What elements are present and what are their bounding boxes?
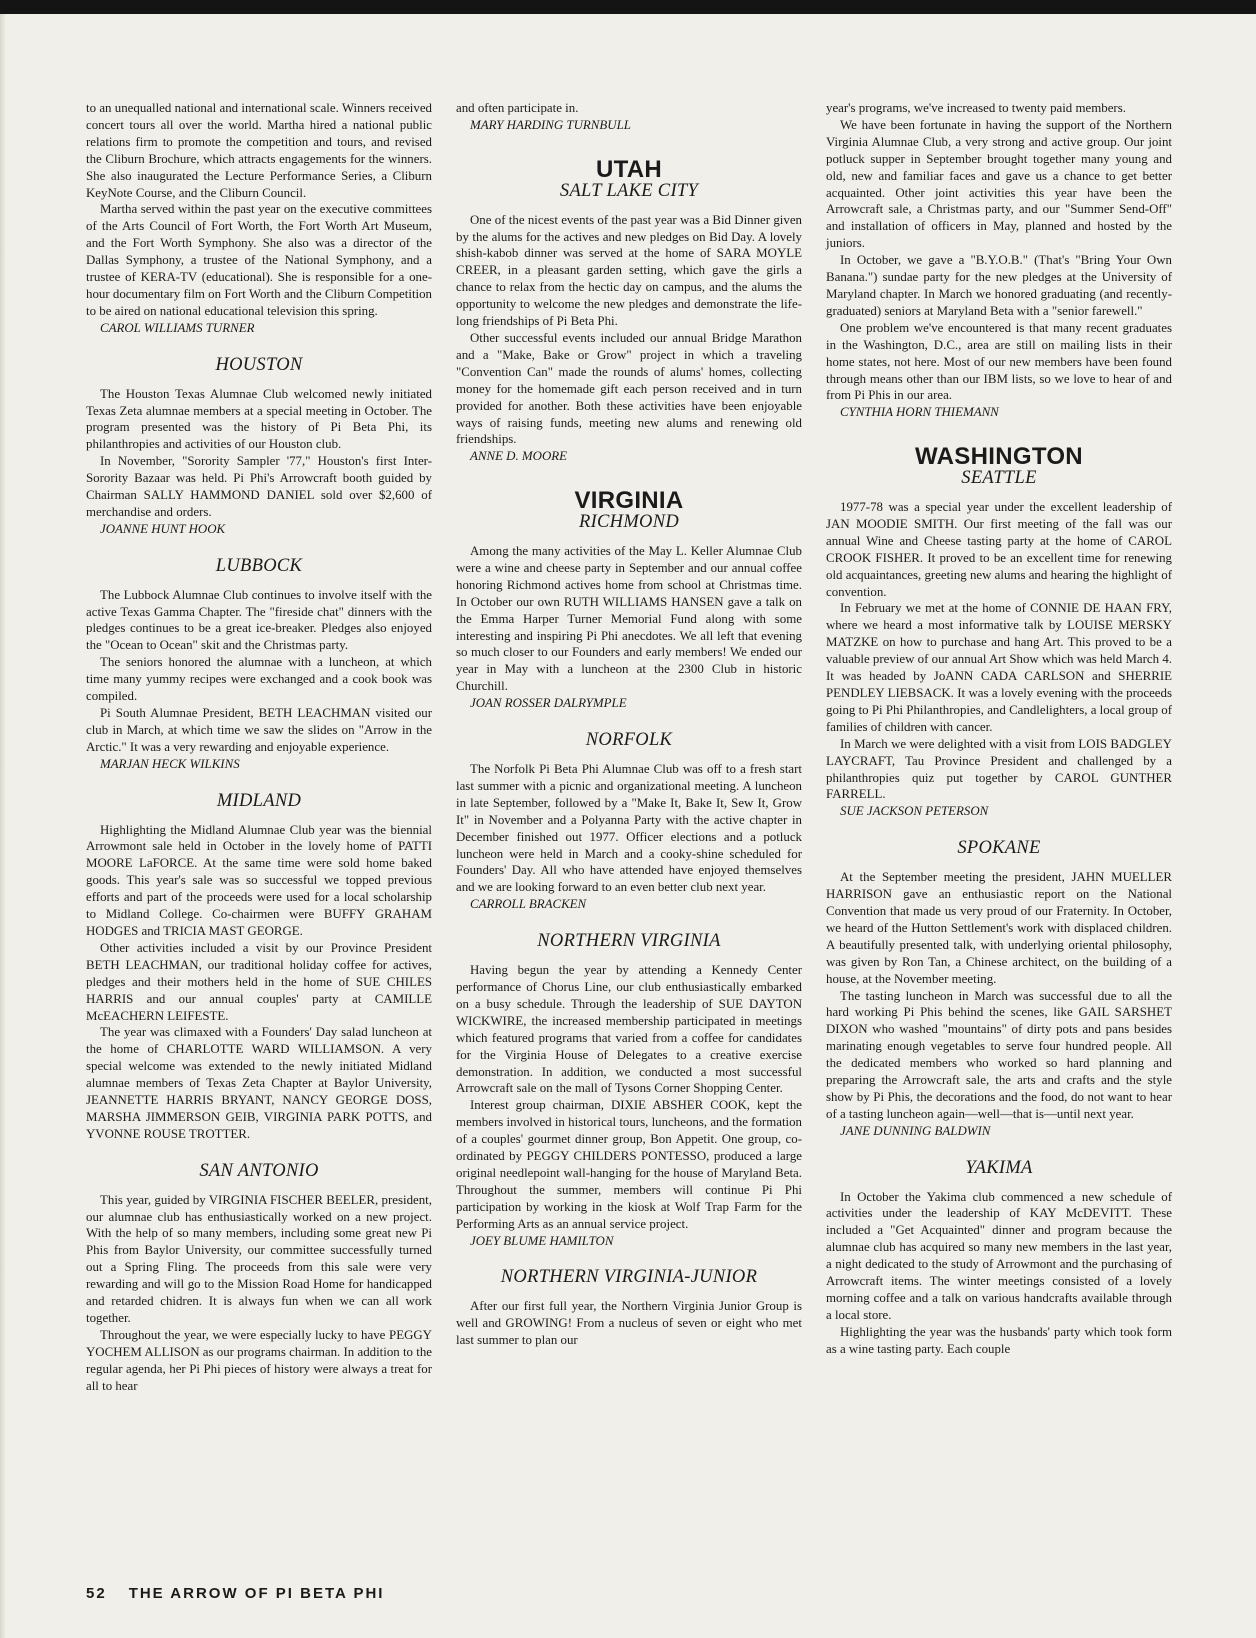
column-middle [456, 100, 802, 1349]
page-number: 52 [86, 1585, 107, 1602]
paragraph: This year, guided by VIRGINIA FISCHER BEELER, president, our alumnae club has enthusiastically worked on a new project. With the help of so many members, including some great new Pi Phis from Baylor University, our committee successfully turned out a Spring Fling. The proceeds from this sale were very rewarding and will go to the Mission Road Home for handicapped and retarded chidren. It is always fun when we can all work together. [86, 1192, 432, 1325]
paragraph: In February we met at the home of CONNIE DE HAAN FRY, where we heard a most informative talk by LOUISE MERSKY MATZKE on how to purchase and hang Art. This proved to be a valuable preview of our annual Art Show which was held March 4. It was headed by JoANN CADA CARLSON and SHERRIE PENDLEY LIEBSACK. It was a lovely evening with the proceeds going to Pi Phi Philanthropies, and Candlelighters, a local group of families of children with cancer. [826, 601, 1172, 734]
author-signature: JOEY BLUME HAMILTON [470, 1233, 614, 1248]
paragraph: The Lubbock Alumnae Club continues to involve itself with the active Texas Gamma Chapter. The "fireside chat" dinners with the pledges continues to be a great ice-breaker. Pledges also enjoyed the "Ocean to Ocean" skit and the Christmas party. [86, 587, 432, 653]
subheading-lubbock: LUBBOCK [215, 555, 303, 576]
paragraph: year's programs, we've increased to twenty paid members. [826, 101, 1126, 115]
column-right [826, 100, 1172, 1358]
subheading-san-antonio: SAN ANTONIO [199, 1160, 319, 1181]
state-heading-washington: WASHINGTON [915, 443, 1083, 471]
page-footer [86, 1585, 384, 1602]
author-signature: JANE DUNNING BALDWIN [840, 1123, 991, 1138]
publication-title: THE ARROW OF PI BETA PHI [128, 1585, 385, 1602]
paragraph: Other activities included a visit by our Province President BETH LEACHMAN, our traditional holiday coffee for actives, pledges and their mothers held in the home of SUE CHILES HARRIS and our annual couples' party at CAMILLE McEACHERN LEIFESTE. [86, 940, 432, 1023]
subheading-northern-virginia-junior: NORTHERN VIRGINIA-JUNIOR [500, 1267, 758, 1288]
paragraph: Highlighting the year was the husbands' party which took form as a wine tasting party. Each couple [826, 1324, 1172, 1356]
subheading-yakima: YAKIMA [965, 1157, 1033, 1178]
paragraph: The seniors honored the alumnae with a luncheon, at which time many yummy recipes were exchanged and a cook book was compiled. [86, 655, 432, 704]
paragraph: We have been fortunate in having the support of the Northern Virginia Alumnae Club, a very strong and active group. Our joint potluck supper in September brought together many young and old, new and familiar faces and gave us a chance to get better acquainted. Other joint activities this year have been the Arrowcraft sale, a Christmas party, and our "Summer Send-Off" and installation of officers in May, planned and hosted by the juniors. [826, 117, 1172, 251]
subheading-spokane: SPOKANE [957, 838, 1041, 859]
paragraph: At the September meeting the president, JAHN MUELLER HARRISON gave an enthusiastic report on the National Convention that made us very proud of our Fraternity. In October, we heard of the Hutton Settlement's work with displaced children. A beautifully presented talk, with underlying oriental philosophy, was given by Ron Tan, a Chinese architect, on the building of a house, at the November meeting. [826, 870, 1172, 986]
author-signature: MARY HARDING TURNBULL [470, 117, 631, 132]
subheading-richmond: RICHMOND [578, 512, 680, 533]
paragraph: The Norfolk Pi Beta Phi Alumnae Club was off to a fresh start last summer with a picnic and organizational meeting. A luncheon in late September, followed by a "Make It, Bake It, Sew It, Grow It" in November and a Polyanna Party with the active chapter in December finished out 1977. Officer elections and a potluck luncheon were held in March and a cooky-shine scheduled for Founders' Day. All who have attended have enjoyed themselves and we are looking forward to an even better club next year. [456, 762, 802, 895]
paragraph: Having begun the year by attending a Kennedy Center performance of Chorus Line, our club enthusiastically embarked on a busy schedule. Through the leadership of SUE DAYTON WICKWIRE, the increased membership participated in meetings which featured programs that varied from a coffee for candidates for the Virginia House of Delegates to a creative exercise demonstration. In addition, we conducted a most successful Arrowcraft sale on the mall of Tysons Corner Shopping Center. [456, 963, 802, 1096]
subheading-seattle: SEATTLE [961, 468, 1037, 489]
author-signature: CYNTHIA HORN THIEMANN [840, 405, 999, 420]
top-edge-bar [0, 0, 1256, 14]
paragraph: Highlighting the Midland Alumnae Club year was the biennial Arrowmont sale held in October in the lovely home of PATTI MOORE LaFORCE. At the same time were sold home baked goods. This year's sale was so successful we topped previous efforts and part of the proceeds were used for a local scholarship to Midland College. Co-chairmen were BUFFY GRAHAM HODGES and TRICIA MAST GEORGE. [86, 822, 432, 938]
subheading-northern-virginia: NORTHERN VIRGINIA [537, 931, 721, 952]
paragraph: In March we were delighted with a visit from LOIS BADGLEY LAYCRAFT, Tau Province President and challenged by a philanthropies quiz put together by CAROL GUNTHER FARRELL. [826, 736, 1172, 802]
paragraph: In November, "Sorority Sampler '77," Houston's first Inter-Sorority Bazaar was held. Pi Phi's Arrowcraft booth guided by Chairman SALLY HAMMOND DANIEL sold over $2,600 of merchandise and orders. [86, 454, 432, 519]
subheading-houston: HOUSTON [215, 354, 303, 375]
paragraph: The Houston Texas Alumnae Club welcomed newly initiated Texas Zeta alumnae members at a special meeting in October. The program presented was the history of Pi Beta Phi, its philanthropies and activities of our Houston club. [86, 386, 432, 452]
author-signature: JOAN ROSSER DALRYMPLE [470, 696, 627, 711]
subheading-salt-lake-city: SALT LAKE CITY [559, 180, 699, 201]
paragraph: In October, we gave a "B.Y.O.B." (That's "Bring Your Own Banana.") sundae party for the new pledges at the University of Maryland chapter. In March we honored graduating (and recently-graduated) seniors at Maryland Beta with a "senior farewell." [826, 253, 1172, 318]
state-heading-virginia: VIRGINIA [574, 487, 684, 515]
author-signature: MARJAN HECK WILKINS [100, 756, 240, 771]
author-signature: SUE JACKSON PETERSON [840, 804, 989, 819]
paragraph: to an unequalled national and international scale. Winners received concert tours all over the world. Martha hired a national public relations firm to promote the competition and tours, and revised the Cliburn Brochure, which attracts engagements for the winners. She also inaugurated the Lecture Performance Series, a Cliburn KeyNote Course, and the Cliburn Council. [86, 101, 432, 200]
paragraph: Other successful events included our annual Bridge Marathon and a "Make, Bake or Grow" project in which a traveling "Convention Can" made the rounds of alums' homes, collecting money for the homemade gift each person received and in turn provided for another. Both these activities have been enjoyable ways of raising funds, meeting new alums and renewing old friendships. [456, 330, 802, 447]
author-signature: CARROLL BRACKEN [470, 897, 587, 912]
paragraph: One problem we've encountered is that many recent graduates in the Washington, D.C., area are still on mailing lists in their home states, not here. Most of our new members have been found through means other than our IBM lists, so we love to hear of and from Pi Phis in our area. [826, 320, 1172, 403]
paragraph: 1977-78 was a special year under the excellent leadership of JAN MOODIE SMITH. Our first meeting of the fall was our annual Wine and Cheese tasting party at the home of CAROL CROOK FISHER. It proved to be an excellent time for renewing old acquaintances, greeting new alums and hearing the highlight of convention. [826, 500, 1172, 599]
subheading-norfolk: NORFOLK [585, 730, 673, 751]
paragraph: Interest group chairman, DIXIE ABSHER COOK, kept the members involved in historical tours, luncheons, and the formation of a couples' gourmet dinner group, Bon Appetit. One group, co-ordinated by PEGGY CHILDERS PONTESSO, produced a large original needlepoint wall-hanging for the house of Maryland Beta. Throughout the summer, members will continue Pi Phi participation by working in the kiosk at Wolf Trap Farm for the Performing Arts as an annual service project. [456, 1098, 802, 1231]
paragraph: The tasting luncheon in March was successful due to all the hard working Pi Phis behind the scenes, like GAIL SARSHET DIXON who washed "mountains" of dirty pots and pans besides marinating enough vegetables to serve four hundred people. All the dedicated members who worked so hard planning and preparing the Arrowcraft sale, the arts and crafts and the style show by Pi Phis, the decorations and the food, do not want to hear of a tasting luncheon again—well—that is—until next year. [826, 988, 1172, 1121]
paragraph: Among the many activities of the May L. Keller Alumnae Club were a wine and cheese party in September and our annual coffee honoring Richmond actives home from school at Christmas time. In October our own RUTH WILLIAMS HANSEN gave a talk on the Emma Harper Turner Memorial Fund along with some interesting and inspiring Pi Phi anecdotes. We all left that evening so much closer to our Founders and early members! We ended our year in May with a luncheon at the 2300 Club in historic Churchill. [456, 544, 802, 694]
paragraph: After our first full year, the Northern Virginia Junior Group is well and GROWING! From a nucleus of seven or eight who met last summer to plan our [456, 1299, 802, 1348]
paragraph: Throughout the year, we were especially lucky to have PEGGY YOCHEM ALLISON as our programs chairman. In addition to the regular agenda, her Pi Phi pieces of history were always a treat for all to hear [86, 1327, 432, 1393]
author-signature: JOANNE HUNT HOOK [100, 521, 226, 536]
paragraph: Pi South Alumnae President, BETH LEACHMAN visited our club in March, at which time we saw the slides on "Arrow in the Arctic." It was a very rewarding and enjoyable experience. [86, 706, 432, 754]
paragraph: and often participate in. [456, 101, 579, 115]
paragraph: Martha served within the past year on the executive committees of the Arts Council of Fort Worth, the Fort Worth Art Museum, and the Fort Worth Symphony. She also was a director of the Dallas Symphony, a trustee of the National Symphony, and a trustee of KERA-TV (educational). She is responsible for a one-hour documentary film on Fort Worth and the Cliburn Competition to be aired on national educational television this spring. [86, 202, 432, 318]
column-left [86, 100, 432, 1395]
subheading-midland: MIDLAND [216, 790, 302, 811]
author-signature: ANNE D. MOORE [470, 449, 568, 464]
state-heading-utah: UTAH [595, 155, 663, 183]
paragraph: In October the Yakima club commenced a new schedule of activities under the leadership of KAY McDEVITT. These included a "Get Acquainted" dinner and program because the alumnae club has acquired so many new members in the last year, a night dedicated to the study of Arrowmont and the purchasing of Arrowcraft items. The winter meetings consisted of a lovely morning coffee and a talk on various handcrafts available through a local store. [826, 1189, 1172, 1322]
page-edge-shadow [0, 14, 6, 1638]
paragraph: The year was climaxed with a Founders' Day salad luncheon at the home of CHARLOTTE WARD WILLIAMSON. A very special welcome was extended to the newly initiated Midland alumnae members of Texas Zeta Chapter at Baylor University, JEANNETTE HARRIS BRYANT, NANCY GEORGE DOSS, MARSHA JIMMERSON GEIB, VIRGINIA PARK POTTS, and YVONNE ROUSE TROTTER. [86, 1025, 432, 1141]
paragraph: One of the nicest events of the past year was a Bid Dinner given by the alums for the actives and new pledges on Bid Day. A lovely shish-kabob dinner was served at the home of SARA MOYLE CREER, in a pleasant garden setting, which gave the girls a chance to relax from the hectic day on campus, and the alums the opportunity to welcome the new pledges and demonstrate the life-long friendships of Pi Beta Phi. [456, 212, 802, 329]
author-signature: CAROL WILLIAMS TURNER [100, 320, 255, 335]
